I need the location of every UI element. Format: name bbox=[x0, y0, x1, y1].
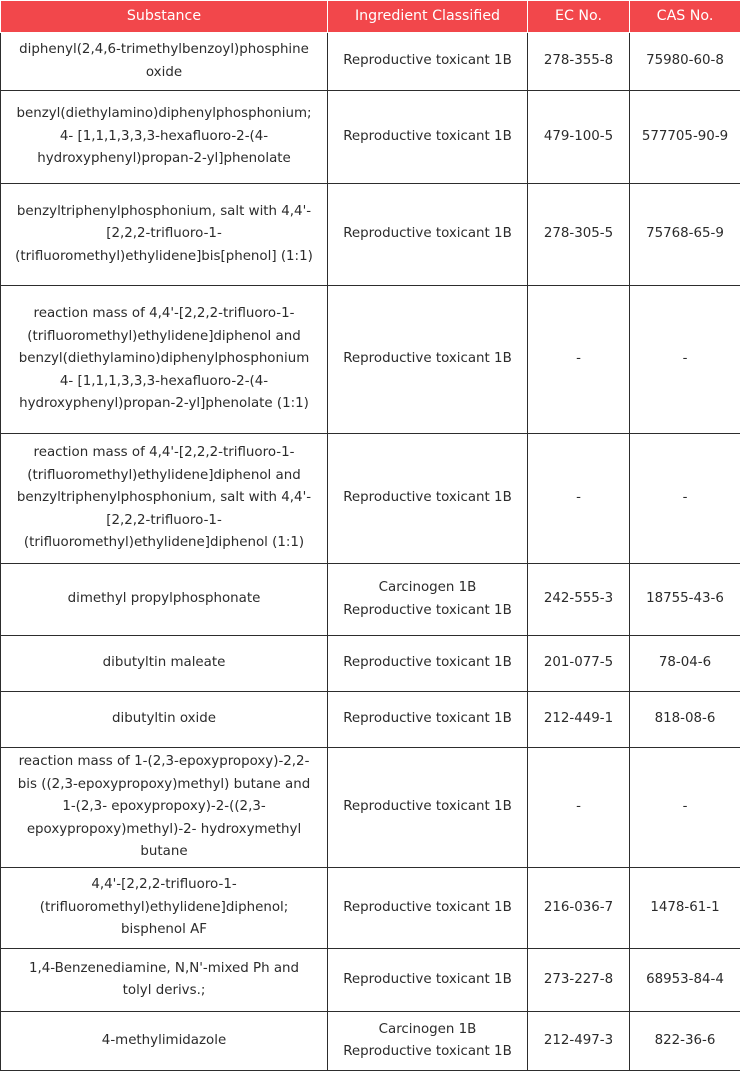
substance-cell bbox=[1, 184, 328, 286]
ec-number-cell: 216-036-7 bbox=[528, 868, 630, 949]
classified-cell-line: Carcinogen 1B bbox=[378, 580, 477, 595]
table-header bbox=[1, 1, 740, 33]
table-row bbox=[1, 692, 740, 748]
classified-cell bbox=[328, 1012, 528, 1071]
cas-number-cell: 68953-84-4 bbox=[630, 949, 740, 1012]
ec-number-cell: 278-305-5 bbox=[528, 184, 630, 286]
classified-cell-line: Reproductive toxicant 1B bbox=[343, 226, 512, 242]
substance-cell-line: bis ((2,3-epoxypropoxy)methyl) butane and bbox=[17, 776, 311, 792]
ec-number-cell: 242-555-3 bbox=[528, 564, 630, 636]
cas-number-cell: 75980-60-8 bbox=[630, 33, 740, 91]
substance-cell-line: oxide bbox=[145, 64, 183, 80]
classified-cell-line: Reproductive toxicant 1B bbox=[343, 351, 512, 367]
substance-cell-line: (trifluoromethyl)ethylidene]diphenol; bbox=[39, 899, 289, 915]
substance-cell-line: benzyltriphenylphosphonium, salt with 4,4'- bbox=[16, 203, 312, 219]
substance-cell-line: tolyl derivs.; bbox=[122, 983, 206, 998]
substance-cell bbox=[1, 434, 328, 564]
cas-number-cell: - bbox=[630, 286, 740, 434]
substance-cell bbox=[1, 1012, 328, 1071]
substance-cell-line: diphenyl(2,4,6-trimethylbenzoyl)phosphine bbox=[19, 42, 309, 57]
substance-cell-line: 4,4'-[2,2,2-trifluoro-1- bbox=[91, 877, 237, 893]
substance-cell-line: dibutyltin oxide bbox=[112, 711, 216, 727]
substance-cell-line: dibutyltin maleate bbox=[102, 655, 226, 671]
table-row bbox=[1, 949, 740, 1012]
substance-cell bbox=[1, 564, 328, 636]
substance-cell bbox=[1, 748, 328, 868]
classified-cell bbox=[328, 748, 528, 868]
classified-cell bbox=[328, 434, 528, 564]
header-cas-no: CAS No. bbox=[630, 1, 740, 33]
cas-number-cell: 78-04-6 bbox=[630, 636, 740, 692]
classified-cell-line: Reproductive toxicant 1B bbox=[343, 711, 512, 727]
table-row bbox=[1, 33, 740, 91]
table-body bbox=[1, 33, 740, 1071]
substance-cell-line: butane bbox=[140, 844, 188, 860]
cas-number-cell: 18755-43-6 bbox=[630, 564, 740, 636]
substance-cell-line: benzyl(diethylamino)diphenylphosphonium bbox=[18, 351, 310, 367]
substance-cell-line: reaction mass of 1-(2,3-epoxypropoxy)-2,2- bbox=[18, 754, 310, 770]
ec-number-cell: 273-227-8 bbox=[528, 949, 630, 1012]
table-row bbox=[1, 748, 740, 868]
substance-cell-line: [2,2,2-trifluoro-1- bbox=[106, 226, 222, 242]
ec-number-cell: 278-355-8 bbox=[528, 33, 630, 91]
substance-cell-line: hydroxyphenyl)propan-2-yl]phenolate bbox=[37, 151, 291, 167]
substance-cell bbox=[1, 949, 328, 1012]
classified-cell-line: Reproductive toxicant 1B bbox=[343, 899, 512, 915]
classified-cell bbox=[328, 286, 528, 434]
ec-number-cell: - bbox=[528, 286, 630, 434]
substance-cell-line: reaction mass of 4,4'-[2,2,2-trifluoro-1- bbox=[33, 445, 295, 461]
substance-cell-line: 4- [1,1,1,3,3,3-hexafluoro-2-(4- bbox=[59, 373, 269, 389]
substance-cell-line: (trifluoromethyl)ethylidene]diphenol (1:1) bbox=[23, 535, 305, 551]
substance-cell-line: (trifluoromethyl)ethylidene]bis[phenol] (1:1) bbox=[15, 248, 313, 264]
cas-number-cell: 822-36-6 bbox=[630, 1012, 740, 1071]
cas-number-cell: 75768-65-9 bbox=[630, 184, 740, 286]
substance-cell-line: hydroxyphenyl)propan-2-yl]phenolate (1:1) bbox=[19, 396, 309, 412]
classified-cell-line: Reproductive toxicant 1B bbox=[343, 53, 512, 69]
substance-cell bbox=[1, 636, 328, 692]
substance-cell-line: dimethyl propylphosphonate bbox=[67, 591, 261, 607]
substance-cell-line: 4- [1,1,1,3,3,3-hexafluoro-2-(4- bbox=[59, 128, 269, 144]
header-substance: Substance bbox=[1, 1, 328, 33]
classified-cell-line: Reproductive toxicant 1B bbox=[343, 602, 512, 618]
substance-cell-line: 1-(2,3- epoxypropoxy)-2-((2,3- bbox=[62, 799, 266, 815]
substance-cell bbox=[1, 692, 328, 748]
substance-cell-line: benzyltriphenylphosphonium, salt with 4,4'- bbox=[16, 490, 312, 506]
table-row bbox=[1, 1012, 740, 1071]
substance-cell-line: 4-methylimidazole bbox=[101, 1032, 227, 1048]
substance-cell-line: benzyl(diethylamino)diphenylphosphonium; bbox=[16, 106, 312, 122]
classified-cell bbox=[328, 33, 528, 91]
substance-cell bbox=[1, 91, 328, 184]
classified-cell bbox=[328, 91, 528, 184]
table-row bbox=[1, 184, 740, 286]
classified-cell bbox=[328, 184, 528, 286]
cas-number-cell: 577705-90-9 bbox=[630, 91, 740, 184]
table-row bbox=[1, 868, 740, 949]
classified-cell bbox=[328, 868, 528, 949]
header-row bbox=[1, 1, 740, 33]
substance-cell-line: (trifluoromethyl)ethylidene]diphenol and bbox=[27, 467, 301, 483]
classified-cell-line: Reproductive toxicant 1B bbox=[343, 1044, 512, 1059]
classified-cell-line: Reproductive toxicant 1B bbox=[343, 490, 512, 506]
cas-number-cell: 818-08-6 bbox=[630, 692, 740, 748]
substance-cell bbox=[1, 33, 328, 91]
header-ec-no: EC No. bbox=[528, 1, 630, 33]
cas-number-cell: - bbox=[630, 748, 740, 868]
cas-number-cell: 1478-61-1 bbox=[630, 868, 740, 949]
table-row bbox=[1, 564, 740, 636]
ec-number-cell: 201-077-5 bbox=[528, 636, 630, 692]
classified-cell bbox=[328, 636, 528, 692]
substance-cell-line: (trifluoromethyl)ethylidene]diphenol and bbox=[27, 328, 301, 344]
classified-cell-line: Reproductive toxicant 1B bbox=[343, 128, 512, 144]
ec-number-cell: 212-449-1 bbox=[528, 692, 630, 748]
ec-number-cell: - bbox=[528, 748, 630, 868]
classified-cell-line: Reproductive toxicant 1B bbox=[343, 971, 512, 987]
table-row bbox=[1, 91, 740, 184]
substance-cell bbox=[1, 286, 328, 434]
ec-number-cell: 212-497-3 bbox=[528, 1012, 630, 1071]
substance-cell bbox=[1, 868, 328, 949]
cas-number-cell: - bbox=[630, 434, 740, 564]
ec-number-cell: 479-100-5 bbox=[528, 91, 630, 184]
substance-cell-line: reaction mass of 4,4'-[2,2,2-trifluoro-1- bbox=[33, 306, 295, 322]
substance-cell-line: [2,2,2-trifluoro-1- bbox=[106, 512, 222, 528]
header-ingredient-classified: Ingredient Classified bbox=[328, 1, 528, 33]
substance-cell-line: 1,4-Benzenediamine, N,N'-mixed Ph and bbox=[28, 960, 300, 976]
classified-cell-line: Reproductive toxicant 1B bbox=[343, 655, 512, 671]
classified-cell bbox=[328, 949, 528, 1012]
classified-cell bbox=[328, 564, 528, 636]
table-row bbox=[1, 434, 740, 564]
substance-cell-line: bisphenol AF bbox=[121, 922, 207, 938]
table-row bbox=[1, 286, 740, 434]
classified-cell-line: Reproductive toxicant 1B bbox=[343, 799, 512, 815]
classified-cell-line: Carcinogen 1B bbox=[378, 1021, 477, 1037]
ec-number-cell: - bbox=[528, 434, 630, 564]
classified-cell bbox=[328, 692, 528, 748]
table-row bbox=[1, 636, 740, 692]
substance-cell-line: epoxypropoxy)methyl)-2- hydroxymethyl bbox=[26, 821, 302, 837]
